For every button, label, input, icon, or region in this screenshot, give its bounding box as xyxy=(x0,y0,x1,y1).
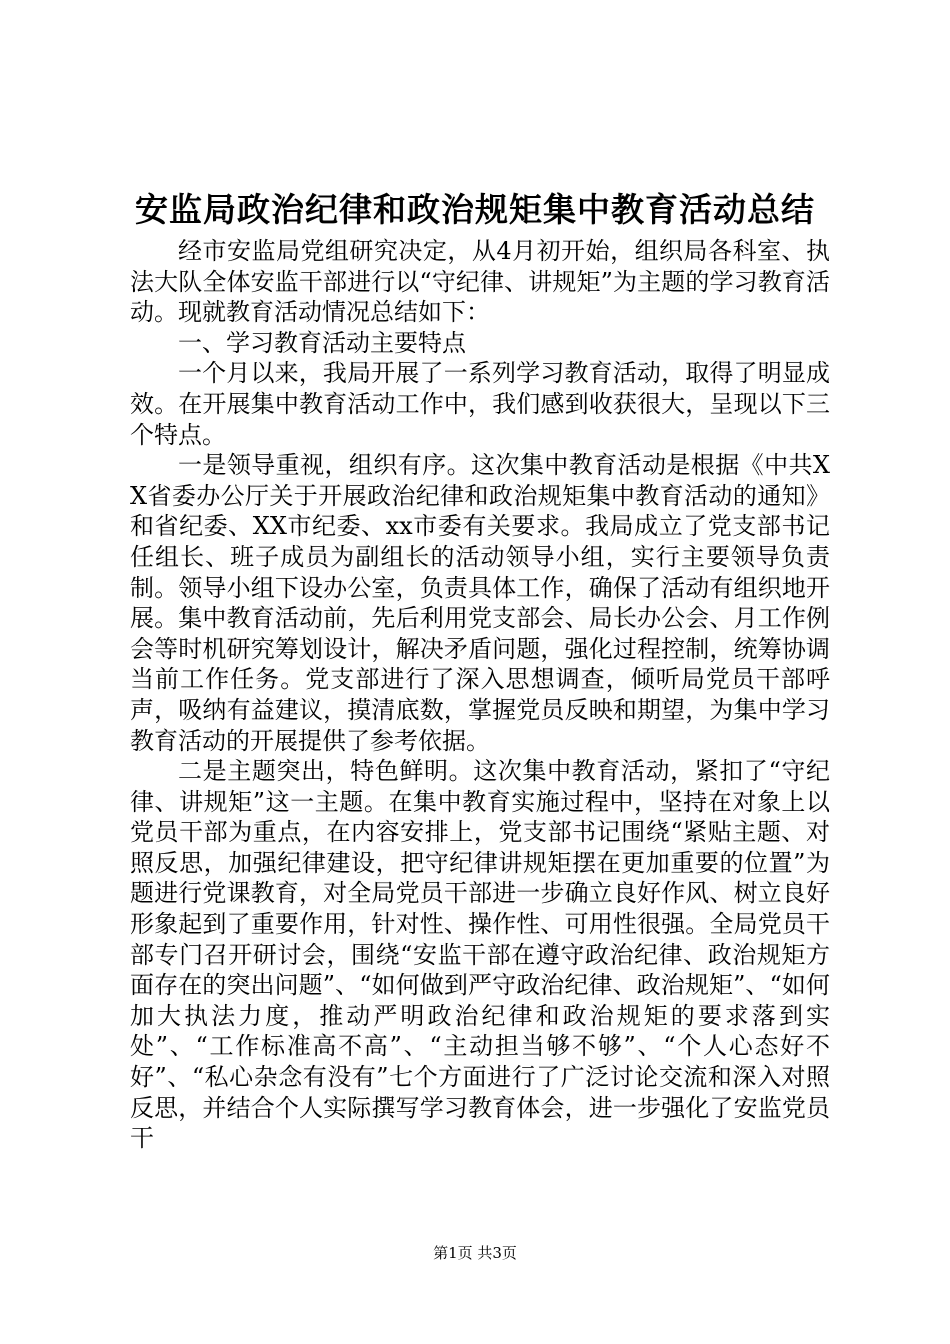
document-title: 安监局政治纪律和政治规矩集中教育活动总结 xyxy=(135,190,815,229)
page-footer: 第1页 共3页 xyxy=(433,1244,517,1262)
paragraph-point-one: 一是领导重视，组织有序。这次集中教育活动是根据《中共XX省委办公厅关于开展政治纪律和政治规矩集中教育活动的通知》和省纪委、XX市纪委、xx市委有关要求。我局成立了党支部书记任组长、班子成员为副组长的活动领导小组，实行主要领导负责制。领导小组下设办公室，负责具体工作，确保了活动有组织地开展。集中教育活动前，先后利用党支部会、局长办公会、月工作例会等时机研究筹划设计，解决矛盾问题，强化过程控制，统筹协调当前工作任务。党支部进行了深入思想调查，倾听局党员干部呼声，吸纳有益建议，摸清底数，掌握党员反映和期望，为集中学习教育活动的开展提供了参考依据。 xyxy=(130,451,830,755)
paragraph-point-two: 二是主题突出，特色鲜明。这次集中教育活动，紧扣了“守纪律、讲规矩”这一主题。在集中教育实施过程中，坚持在对象上以党员干部为重点，在内容安排上，党支部书记围绕“紧贴主题、对照反思，加强纪律建设，把守纪律讲规矩摆在更加重要的位置”为题进行党课教育，对全局党员干部进一步确立良好作风、树立良好形象起到了重要作用，针对性、操作性、可用性很强。全局党员干部专门召开研讨会，围绕“安监干部在遵守政治纪律、政治规矩方面存在的突出问题”、“如何做到严守政治纪律、政治规矩”、“如何加大执法力度，推动严明政治纪律和政治规矩的要求落到实处”、“工作标准高不高”、“主动担当够不够”、“个人心态好不好”、“私心杂念有没有”七个方面进行了广泛讨论交流和深入对照反思，并结合个人实际撰写学习教育体会，进一步强化了安监党员干 xyxy=(130,757,830,1153)
paragraph-overview: 一个月以来，我局开展了一系列学习教育活动，取得了明显成效。在开展集中教育活动工作中，我们感到收获很大，呈现以下三个特点。 xyxy=(130,359,830,449)
document-body xyxy=(130,236,830,1154)
paragraph-intro: 经市安监局党组研究决定，从4月初开始，组织局各科室、执法大队全体安监干部进行以“守纪律、讲规矩”为主题的学习教育活动。现就教育活动情况总结如下： xyxy=(130,237,830,327)
section-heading: 一、学习教育活动主要特点 xyxy=(178,328,466,357)
